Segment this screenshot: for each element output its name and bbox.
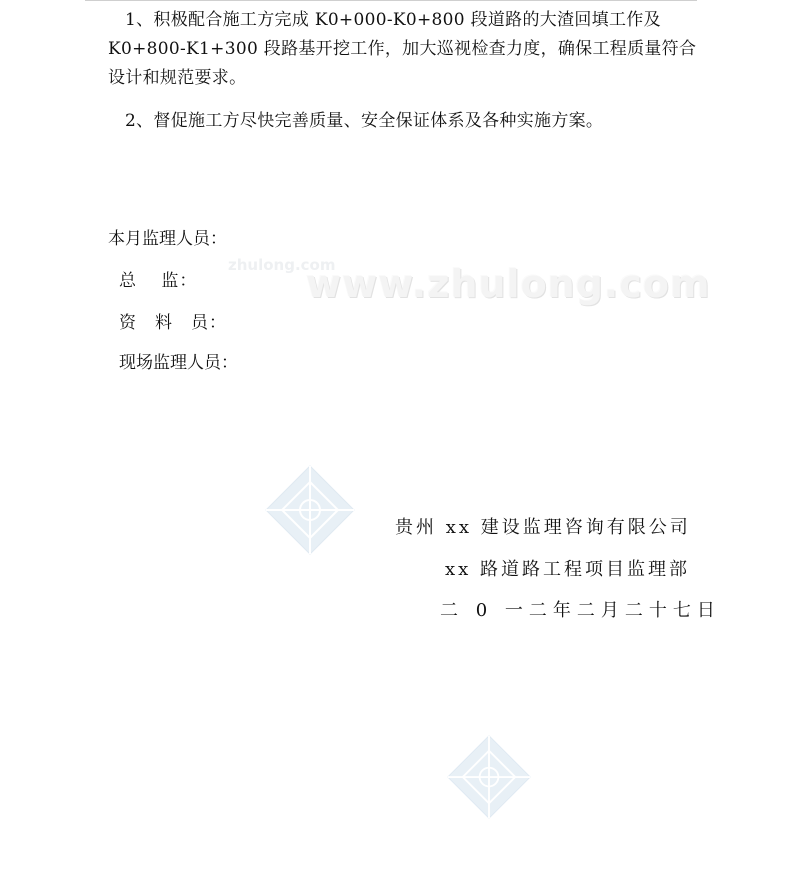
field-supervisor-label: 现场监理人员： [119,353,238,373]
watermark-logo-icon [444,732,534,822]
watermark-large-text: www.zhulong.com [306,262,711,306]
document-date: 二 0 一二年二月二十七日 [440,600,721,621]
watermark-small-text: zhulong.com [228,256,336,274]
chief-supervisor-label: 总 监： [119,271,198,291]
company-name: 贵州 xx 建设监理咨询有限公司 [395,517,691,538]
records-clerk-label: 资 料 员： [119,313,227,333]
paragraph-1: 1、积极配合施工方完成 K0+000-K0+800 段道路的大渣回填工作及 K0+800-K1+300 段路基开挖工作，加大巡视检查力度，确保工程质量符合设计和规范要求。 [108,10,697,88]
staff-label: 本月监理人员： [108,229,227,249]
paragraph-2: 2、督促施工方尽快完善质量、安全保证体系及各种实施方案。 [125,111,604,131]
top-rule [85,0,697,1]
watermark-logo-icon [262,462,358,558]
department-name: xx 路道路工程项目监理部 [445,559,691,580]
